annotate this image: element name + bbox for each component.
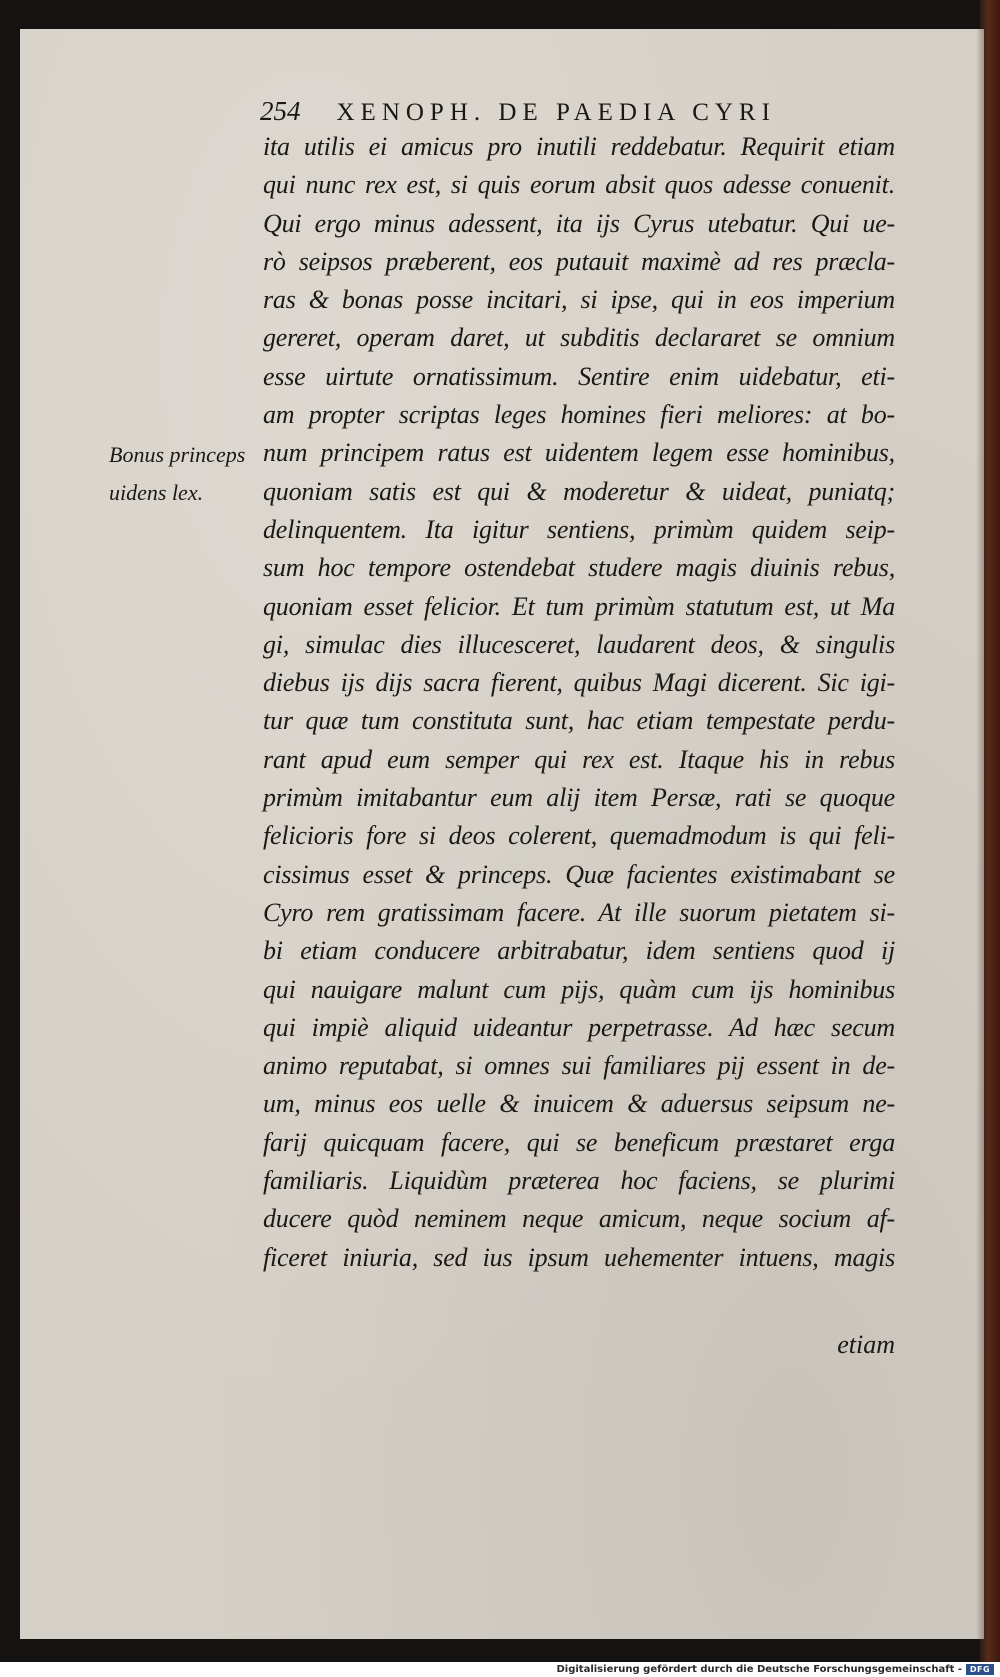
text-line: gi, simulac dies illucesceret, laudarent deos, & singulis	[263, 629, 895, 659]
text-line: primùm imitabantur eum alij item Persæ, rati se quoque	[263, 783, 895, 813]
text-line: um, minus eos uelle & inuicem & aduersus seipsum ne-	[263, 1089, 895, 1119]
catchword: etiam	[837, 1330, 895, 1359]
text-line: delinquentem. Ita igitur sentiens, primùm quidem seip-	[263, 514, 895, 544]
dfg-logo: DFG	[966, 1664, 994, 1675]
marginal-note-line: Bonus princeps	[109, 442, 246, 467]
text-line: farij quicquam facere, qui se beneficum præstaret erga	[263, 1127, 895, 1157]
text-line: familiaris. Liquidùm præterea hoc faciens, se plurimi	[263, 1166, 895, 1196]
text-line: ita utilis ei amicus pro inutili reddebatur. Requirit etiam	[263, 132, 895, 161]
text-line: quoniam satis est qui & moderetur & uideat, puniatq;	[263, 476, 895, 506]
text-line: cissimus esset & princeps. Quæ facientes existimabant se	[263, 859, 895, 889]
running-head-title: XENOPH. DE PAEDIA CYRI	[336, 99, 776, 126]
text-line: sum hoc tempore ostendebat studere magis diuinis rebus,	[263, 553, 895, 583]
text-line: tur quæ tum constituta sunt, hac etiam tempestate perdu-	[263, 706, 895, 736]
text-line: rò seipsos præberent, eos putauit maximè ad res præcla-	[263, 246, 895, 276]
text-line: bi etiam conducere arbitrabatur, idem sentiens quod ij	[263, 936, 895, 966]
marginal-note-line: uidens lex.	[109, 480, 204, 506]
text-line: qui nauigare malunt cum pijs, quàm cum ijs hominibus	[263, 974, 895, 1004]
text-line: Cyro rem gratissimam facere. At ille suorum pietatem si-	[263, 897, 895, 927]
text-line: qui impiè aliquid uideantur perpetrasse. Ad hæc secum	[263, 1012, 895, 1042]
text-line: Qui ergo minus adessent, ita ijs Cyrus utebatur. Qui ue-	[263, 208, 895, 238]
text-line: gereret, operam daret, ut subditis declararet se omnium	[263, 323, 895, 353]
text-line: quoniam esset felicior. Et tum primùm statutum est, ut Ma	[263, 591, 895, 621]
page-edge-shadow	[976, 29, 984, 1639]
text-line: ficeret iniuria, sed ius ipsum uehementer intuens, magis	[263, 1242, 895, 1272]
text-line: ras & bonas posse incitari, si ipse, qui in eos imperium	[263, 285, 895, 315]
text-line: am propter scriptas leges homines fieri meliores: at bo-	[263, 400, 895, 430]
text-line: diebus ijs dijs sacra fierent, quibus Magi dicerent. Sic igi-	[263, 668, 895, 698]
text-line: num principem ratus est uidentem legem esse hominibus,	[263, 438, 895, 468]
running-head	[260, 96, 880, 127]
body-text	[263, 128, 895, 1277]
text-line: ducere quòd neminem neque amicum, neque socium af-	[263, 1204, 895, 1234]
text-line: rant apud eum semper qui rex est. Itaque his in rebus	[263, 744, 895, 774]
text-line: felicioris fore si deos colerent, quemadmodum is qui feli-	[263, 821, 895, 851]
text-line: esse uirtute ornatissimum. Sentire enim uidebatur, eti-	[263, 361, 895, 391]
text-line: animo reputabat, si omnes sui familiares pij essent in de-	[263, 1051, 895, 1081]
funding-credit: Digitalisierung gefördert durch die Deutsche Forschungsgemeinschaft -	[556, 1664, 962, 1675]
page-number: 254	[260, 96, 301, 126]
text-line: qui nunc rex est, si quis eorum absit quos adesse conuenit.	[263, 170, 895, 200]
marginal-note	[109, 436, 259, 513]
